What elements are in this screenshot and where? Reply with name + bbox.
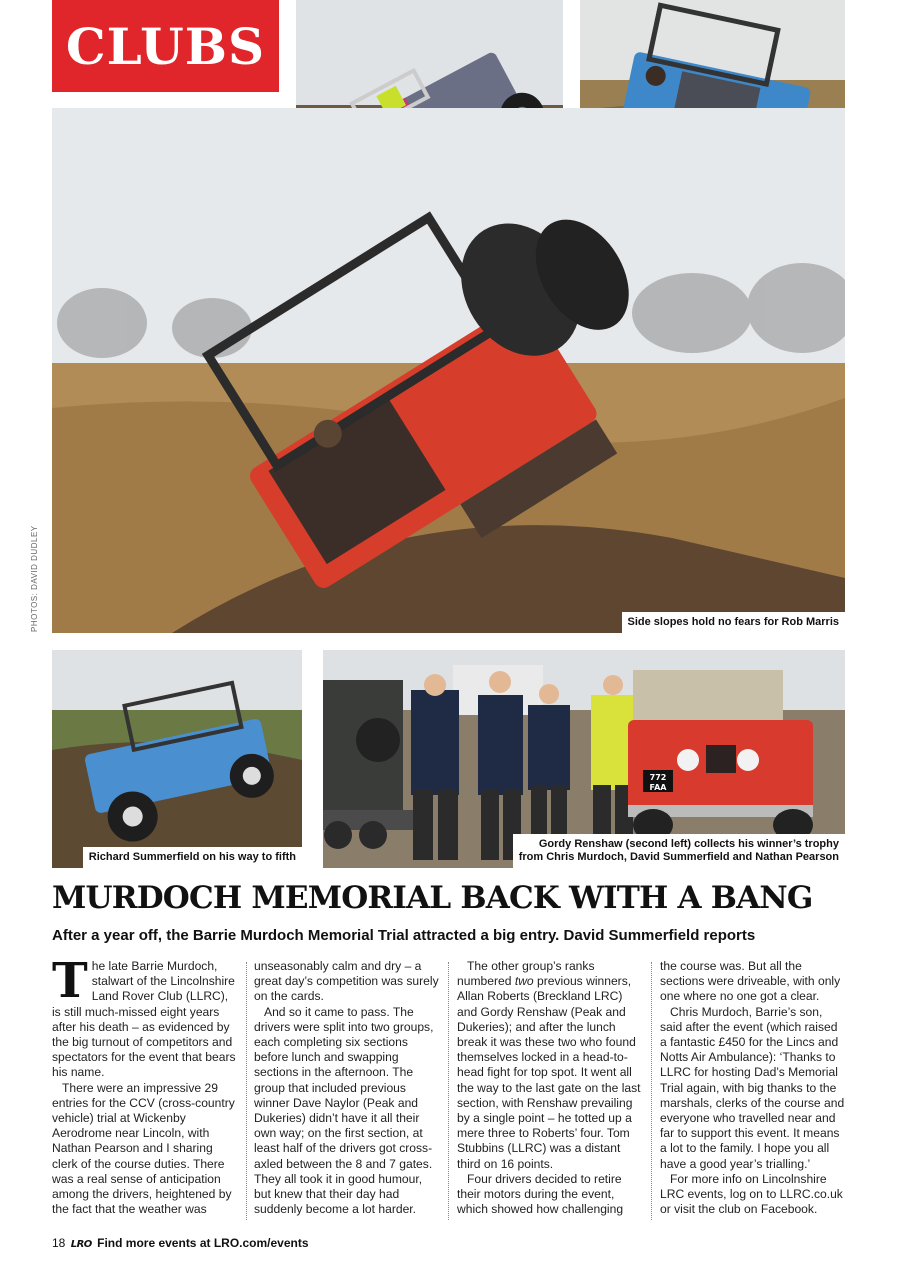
- body-paragraph: Chris Murdoch, Barrie’s son, said after the event (which raised a fantastic £450 for the Lincs and Notts Air Ambulance): ‘Thanks to LLRC for hosting Dad’s Memorial Trial again, with big thanks to the marshals, clerks of the course and everyone who travelled near and far to support this event. It means a lot to the family. I hope you all have a good year’s trialling.’: [660, 1004, 845, 1171]
- article-column-1: [52, 953, 237, 1217]
- body-paragraph: For more info on Lincolnshire LRC events, log on to LLRC.co.uk or visit the club on Facebook.: [660, 1171, 843, 1217]
- photo-rob-marris: [52, 108, 845, 633]
- body-paragraph: the course was. But all the sections were driveable, with only one where no one got a clear.: [660, 959, 841, 1004]
- column-divider: [651, 962, 652, 1220]
- caption-line: Gordy Renshaw (second left) collects his winner’s trophy: [538, 838, 839, 850]
- article-column-4: [660, 959, 845, 1217]
- caption-line: from Chris Murdoch, David Summerfield and Nathan Pearson: [518, 851, 839, 863]
- body-paragraph: Four drivers decided to retire their motors during the event, which showed how challenging: [457, 1171, 624, 1217]
- number-plate-line2: FAA: [649, 783, 667, 792]
- page-footer: [52, 1236, 309, 1250]
- article-headline: MURDOCH MEMORIAL BACK WITH A BANG: [52, 880, 813, 916]
- column-divider: [448, 962, 449, 1220]
- article-standfirst: After a year off, the Barrie Murdoch Memorial Trial attracted a big entry. David Summerfield reports: [52, 927, 756, 944]
- body-text: previous winners, Allan Roberts (Breckland LRC) and Gordy Renshaw (Peak and Dukeries); and after the lunch break it was these two who found themselves locked in a head-to-head fight for top spot. It went all the way to the last gate on the last section, with Renshaw prevailing by a single point – he totted up a mere three to Roberts’ four. Tom Stubbins (LLRC) was a distant third on 16 points.: [457, 974, 641, 1171]
- body-text: The other group’s ranks numbered: [457, 959, 595, 989]
- photo-gordy-renshaw: [323, 650, 845, 868]
- photo-caption: Richard Summerfield on his way to fifth: [83, 847, 302, 868]
- photo-caption: Side slopes hold no fears for Rob Marris: [622, 612, 845, 633]
- section-banner: CLUBS: [52, 0, 279, 92]
- body-paragraph: he late Barrie Murdoch, stalwart of the Lincolnshire Land Rover Club (LLRC), is still much-missed eight years after his death – as evidenced by the big turnout of competitors and spectators for the event that bears his name.: [52, 959, 236, 1080]
- body-text-emphasis: two: [514, 974, 534, 989]
- photo-caption: [513, 834, 845, 868]
- photo-credit: PHOTOS: DAVID DUDLEY: [30, 525, 39, 632]
- body-paragraph: There were an impressive 29 entries for the CCV (cross-country vehicle) trial at Wickenby Aerodrome near Lincoln, with Nathan Pearson and I sharing clerk of the course duties. There was a real sense of anticipation among the drivers, heightened by the fact that the weather was: [52, 1080, 235, 1217]
- photo-richard-summerfield: [52, 650, 302, 868]
- lro-logo: LRO: [70, 1239, 92, 1250]
- number-plate-line1: 772: [649, 773, 667, 782]
- page-number: 18: [52, 1236, 66, 1250]
- drop-cap: T: [52, 953, 88, 1009]
- article-column-2: [254, 959, 439, 1217]
- footer-text: Find more events at LRO.com/events: [97, 1236, 309, 1250]
- article-column-3: [457, 959, 642, 1217]
- body-paragraph: unseasonably calm and dry – a great day’s competition was surely on the cards.: [254, 959, 439, 1004]
- column-divider: [246, 962, 247, 1220]
- body-paragraph: And so it came to pass. The drivers were split into two groups, each completing six sections before lunch and swapping sections in the afternoon. The group that included previous winner Dave Naylor (Peak and Dukeries) didn’t have it all their own way; on the first section, at least half of the drivers got cross-axled between the 8 and 7 gates. They all took it in good humour, but knew that their day had suddenly become a lot harder.: [254, 1004, 434, 1217]
